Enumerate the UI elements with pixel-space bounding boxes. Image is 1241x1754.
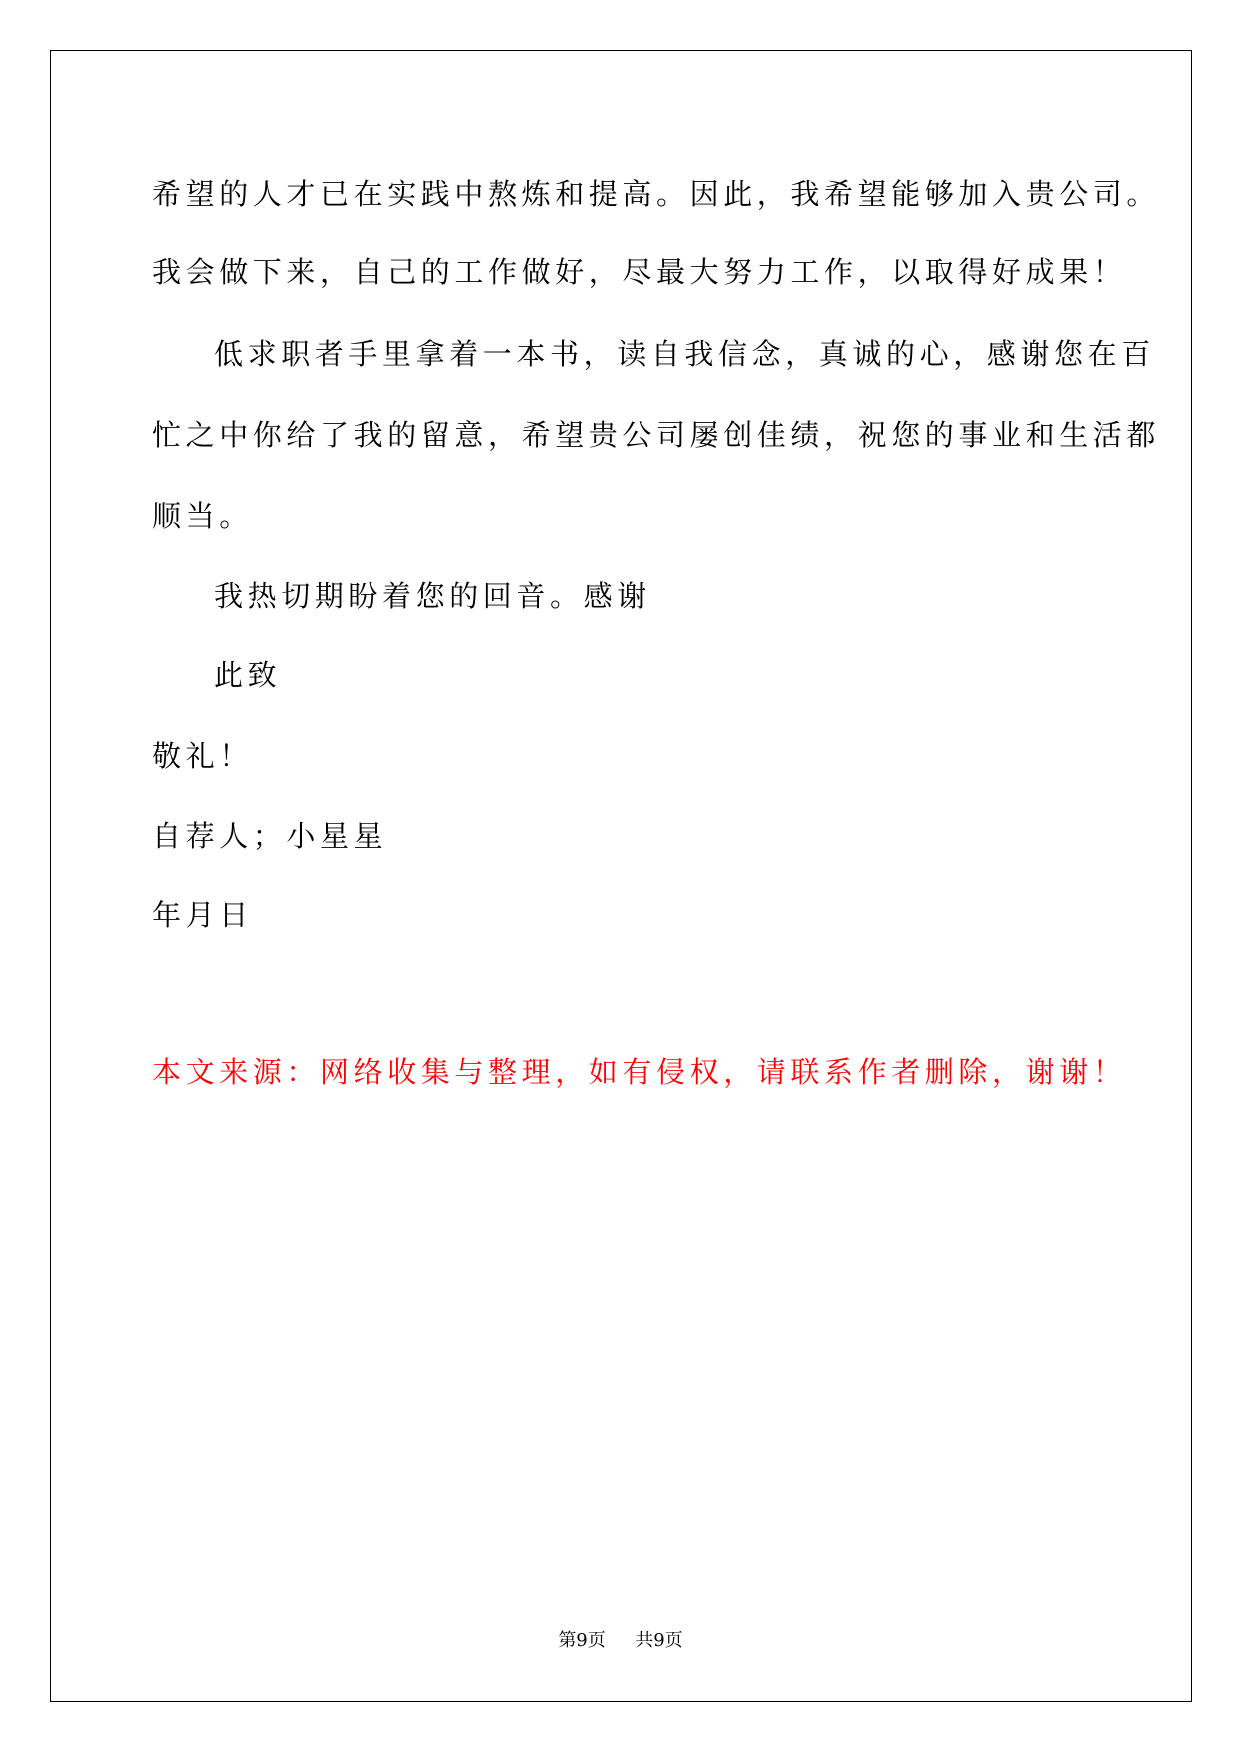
body-line-3: 低求职者手里拿着一本书，读自我信念，真诚的心，感谢您在百	[214, 337, 1155, 371]
page-footer	[0, 1626, 1241, 1652]
body-line-5: 顺当。	[152, 499, 253, 533]
page-number-total: 共9页	[635, 1630, 683, 1651]
signature-line: 自荐人；小星星	[152, 819, 388, 853]
salutation-line: 此致	[214, 658, 282, 692]
body-line-1: 希望的人才已在实践中熬炼和提高。因此，我希望能够加入贵公司。	[152, 177, 1161, 211]
closing-line: 敬礼！	[152, 739, 253, 773]
body-line-6: 我热切期盼着您的回音。感谢	[214, 579, 651, 613]
body-line-4: 忙之中你给了我的留意，希望贵公司屡创佳绩，祝您的事业和生活都	[152, 418, 1161, 452]
date-line: 年月日	[152, 898, 253, 932]
source-notice: 本文来源：网络收集与整理，如有侵权，请联系作者删除，谢谢！	[152, 1055, 1127, 1089]
page-number-current: 第9页	[558, 1630, 606, 1651]
body-line-2: 我会做下来，自己的工作做好，尽最大努力工作，以取得好成果！	[152, 255, 1127, 289]
page-border	[50, 50, 1192, 1702]
